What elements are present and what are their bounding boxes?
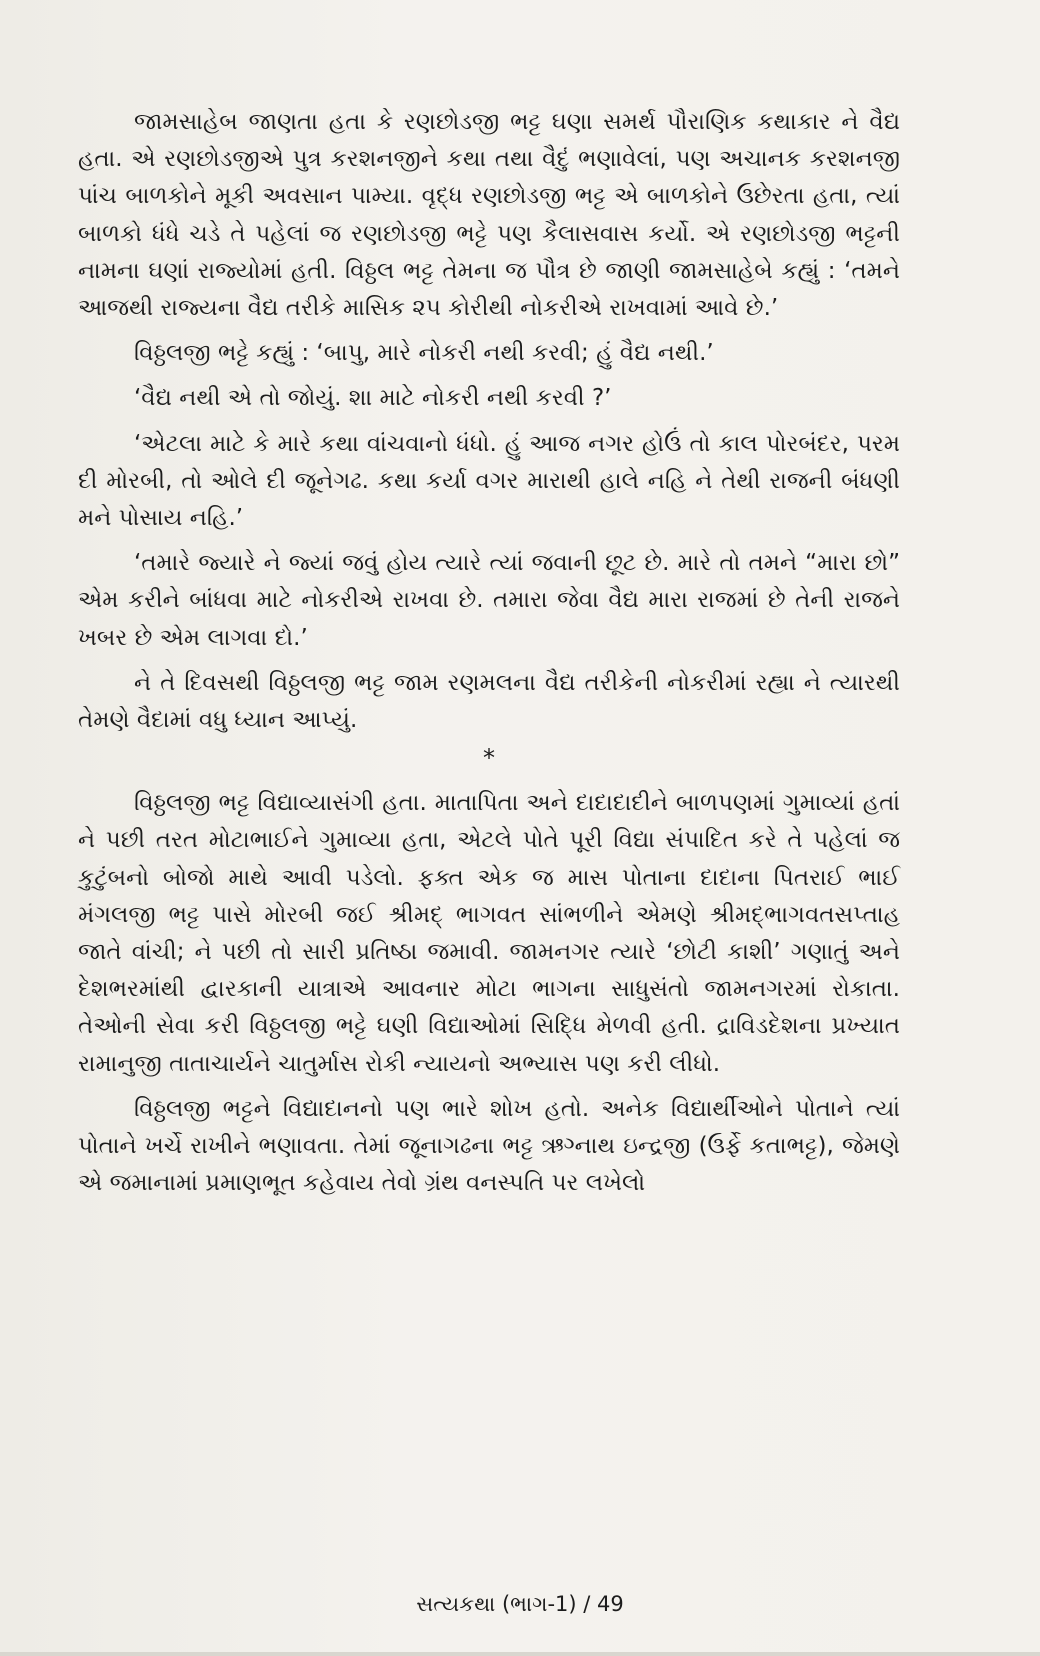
paragraph-6: ને તે દિવસથી વિઠ્ઠલજી ભટ્ટ જામ રણમલના વૈદ્ય તરીકેની નોકરીમાં રહ્યા ને ત્યારથી તેમણે વૈદામાં વધુ ધ્યાન આપ્યું. <box>78 669 900 734</box>
paragraph-8: વિઠ્ઠલજી ભટ્ટને વિદ્યાદાનનો પણ ભારે શોખ હતો. અનેક વિદ્યાર્થીઓને પોતાને ત્યાં પોતાને ખર્ચે રાખીને ભણાવતા. તેમાં જૂનાગઢના ભટ્ટ ઋગ્નાથ ઇન્દ્રજી (ઉર્ફે કતાભટ્ટ), જેમણે એ જમાનામાં પ્રમાણભૂત કહેવાય તેવો ગ્રંથ વનસ્પતિ પર લખેલો <box>78 1095 900 1197</box>
paragraph-4: ‘એટલા માટે કે મારે કથા વાંચવાનો ધંધો. હું આજ નગર હોઉં તો કાલ પોરબંદર, પરમ દી મોરબી, તો ઓલે દી જૂનેગઢ. કથા કર્યા વગર મારાથી હાલે નહિ ને તેથી રાજની બંધણી મને પોસાય નહિ.’ <box>78 430 900 532</box>
paragraph-7: વિઠ્ઠલજી ભટ્ટ વિદ્યાવ્યાસંગી હતા. માતાપિતા અને દાદાદાદીને બાળપણમાં ગુમાવ્યાં હતાં ને પછી તરત મોટાભાઈને ગુમાવ્યા હતા, એટલે પોતે પૂરી વિદ્યા સંપાદિત કરે તે પહેલાં જ કુટુંબનો બોજો માથે આવી પડેલો. ફક્ત એક જ માસ પોતાના દાદાના પિતરાઈ ભાઈ મંગલજી ભટ્ટ પાસે મોરબી જઈ શ્રીમદ્ ભાગવત સાંભળીને એમણે શ્રીમદ્ભાગવતસપ્તાહ જાતે વાંચી; ને પછી તો સારી પ્રતિષ્ઠા જમાવી. જામનગર ત્યારે ‘છોટી કાશી’ ગણાતું અને દેશભરમાંથી દ્વારકાની યાત્રાએ આવનાર મોટા ભાગના સાધુસંતો જામનગરમાં રોકાતા. તેઓની સેવા કરી વિઠ્ઠલજી ભટ્ટે ઘણી વિદ્યાઓમાં સિદ્ધિ મેળવી હતી. દ્રાવિડદેશના પ્રખ્યાત રામાનુજી તાતાચાર્યને ચાતુર્માસ રોકી ન્યાયનો અભ્યાસ પણ કરી લીધો. <box>78 790 900 1077</box>
page-bottom-edge <box>0 1652 1040 1656</box>
paragraph-5: ‘તમારે જ્યારે ને જ્યાં જવું હોય ત્યારે ત્યાં જવાની છૂટ છે. મારે તો તમને “મારા છો” એમ કરીને બાંધવા માટે નોકરીએ રાખવા છે. તમારા જેવા વૈદ્ય મારા રાજમાં છે તેની રાજને ખબર છે એમ લાગવા દો.’ <box>78 550 900 651</box>
paragraph-2: વિઠ્ઠલજી ભટ્ટે કહ્યું : ‘બાપુ, મારે નોકરી નથી કરવી; હું વૈદ્ય નથી.’ <box>134 340 714 367</box>
page-body <box>78 104 900 1202</box>
paragraph-1: જામસાહેબ જાણતા હતા કે રણછોડજી ભટ્ટ ઘણા સમર્થ પૌરાણિક કથાકાર ને વૈદ્ય હતા. એ રણછોડજીએ પુત્ર કરશનજીને કથા તથા વૈદું ભણાવેલાં, પણ અચાનક કરશનજી પાંચ બાળકોને મૂકી અવસાન પામ્યા. વૃદ્ધ રણછોડજી ભટ્ટ એ બાળકોને ઉછેરતા હતા, ત્યાં બાળકો ધંધે ચડે તે પહેલાં જ રણછોડજી ભટ્ટે પણ કૈલાસવાસ કર્યો. એ રણછોડજી ભટ્ટની નામના ઘણાં રાજ્યોમાં હતી. વિઠ્ઠલ ભટ્ટ તેમના જ પૌત્ર છે જાણી જામસાહેબે કહ્યું : ‘તમને આજથી રાજ્યના વૈદ્ય તરીકે માસિક ૨૫ કોરીથી નોકરીએ રાખવામાં આવે છે.’ <box>78 109 900 322</box>
paragraph-3: ‘વૈદ્ય નથી એ તો જોયું. શા માટે નોકરી નથી કરવી ?’ <box>134 385 612 412</box>
page-footer: સત્યકથા (ભાગ-1) / 49 <box>416 1592 624 1616</box>
section-separator: * <box>483 744 495 773</box>
